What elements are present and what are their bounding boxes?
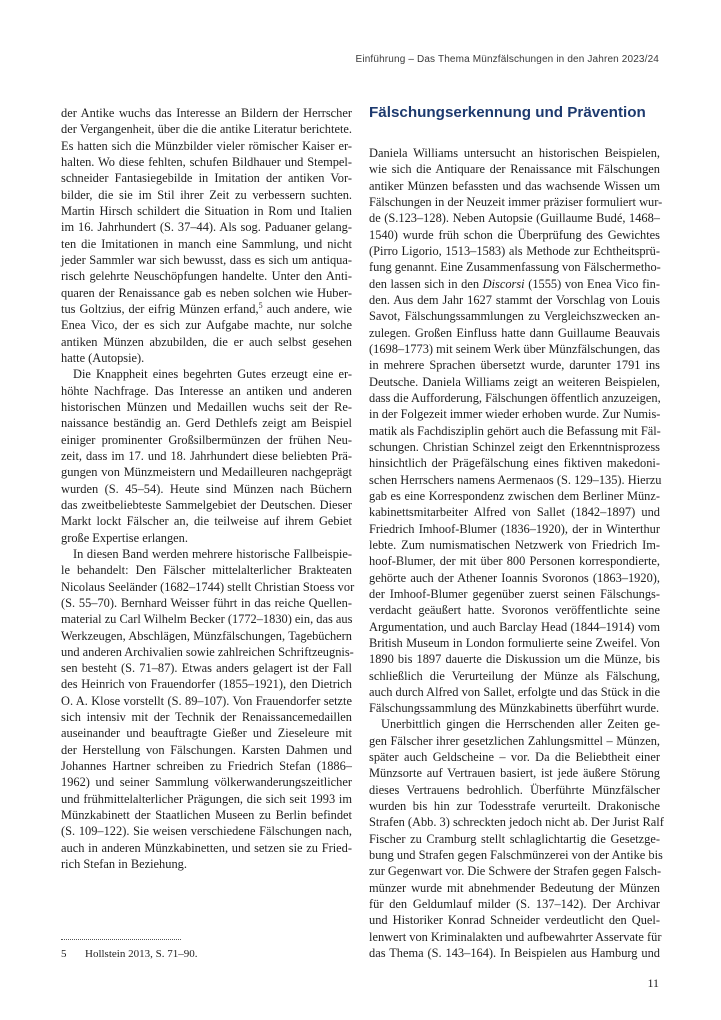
footnote-divider bbox=[61, 939, 181, 940]
text-line-content: zeit, dass im 17. und 18. Jahrhundert diese beliebten Prä- bbox=[61, 448, 352, 463]
text-line-content: den. Aus dem Jahr 1627 stammt der Vorschlag von Louis bbox=[369, 292, 660, 307]
text-line bbox=[369, 831, 660, 847]
text-line-content: sen besteht (S. 71–87). Etwas anders gelagert ist der Fall bbox=[61, 661, 352, 676]
text-line bbox=[61, 317, 352, 333]
text-line-content: schneider Fantasiegebilde in Imitation der antiken Vor- bbox=[61, 171, 352, 186]
text-line-content: bilder, die sie im Stil ihrer Zeit zu verbessern suchten. bbox=[61, 187, 352, 202]
text-line-content: der Antike wuchs das Interesse an Bildern der Herrscher bbox=[61, 106, 352, 120]
text-line bbox=[61, 579, 355, 595]
text-line bbox=[369, 668, 660, 684]
right-column-body bbox=[369, 145, 664, 961]
text-line bbox=[61, 562, 352, 578]
text-line-content: Deutsche. Daniela Williams zeigt an weiteren Beispielen, bbox=[369, 374, 660, 389]
text-line-content: münzer wurde mit abnehmender Bedeutung der Münzen bbox=[369, 880, 660, 895]
text-line bbox=[369, 504, 660, 520]
text-line-content: (1698–1773) mit seinem Werk über Münzfälschungen, das bbox=[369, 341, 660, 356]
text-line-content: auch durch Alfred von Sallet, erfolgte und das Stück in die bbox=[369, 684, 660, 699]
text-line-content: Die Knappheit eines begehrten Gutes erzeugt eine er- bbox=[73, 367, 352, 382]
text-line bbox=[61, 660, 352, 676]
text-line bbox=[369, 259, 660, 275]
text-line-content: das Thema (S. 143–164). In Beispielen aus Hamburg und bbox=[369, 946, 660, 961]
text-line bbox=[369, 325, 660, 341]
text-line bbox=[61, 546, 352, 562]
text-line-content: matik als Fachdisziplin gehört auch die Befassung mit Fäl- bbox=[369, 423, 661, 438]
text-line bbox=[369, 814, 664, 830]
text-line bbox=[61, 513, 352, 529]
text-line bbox=[61, 285, 352, 301]
text-line-content: auseinander und beauftragte Gießer und Zieseleure mit bbox=[61, 726, 352, 741]
text-line-content: und frühmittelalterlicher Prägungen, die sich seit 1993 im bbox=[61, 791, 352, 806]
text-line bbox=[369, 521, 660, 537]
text-line-content: antiken Münzen abzubilden, die er auch selbst gesehen bbox=[61, 334, 352, 349]
text-line-content: Fälschungssammlung des Münzkabinetts überführt wurde. bbox=[369, 701, 660, 716]
section-heading: Fälschungserkennung und Prävention bbox=[369, 104, 646, 121]
text-line-content: Savot, Fälschungssammlungen zu Vergleichszwecken an- bbox=[369, 309, 660, 324]
text-line bbox=[369, 455, 660, 471]
text-line bbox=[369, 765, 660, 781]
text-line bbox=[369, 929, 660, 945]
text-line bbox=[369, 406, 660, 422]
text-line-content: gab es eine Korrespondenz zwischen dem Berliner Münz- bbox=[369, 488, 660, 503]
text-line bbox=[369, 798, 660, 814]
text-line bbox=[61, 611, 352, 627]
text-line bbox=[61, 334, 352, 350]
text-line-content: große Expertise erlangen. bbox=[61, 530, 188, 545]
text-line-content: quaren der Renaissance gab es neben solchen wie Huber- bbox=[61, 285, 352, 300]
text-line-content: wurden (S. 45–54). Heute sind Münzen nach Büchern bbox=[61, 481, 352, 496]
text-line bbox=[61, 807, 352, 823]
text-line-content: Argumentation, und auch Barclay Head (1844–1914) vom bbox=[369, 619, 660, 634]
text-line-content: wie sich die Antiquare der Renaissance mit Fälschungen bbox=[369, 162, 660, 177]
text-line bbox=[369, 880, 660, 896]
text-line bbox=[369, 733, 660, 749]
text-line bbox=[61, 774, 352, 790]
text-line bbox=[369, 145, 660, 161]
text-line-content: hoof-Blumer, der mit über 800 Personen korrespondierte, bbox=[369, 554, 660, 569]
text-line-content: antiker Münzen befassten und das wachsende Wissen um bbox=[369, 178, 660, 193]
text-line-content: der Imhoof-Blumer gegenüber zuerst seinen Fälschungs- bbox=[369, 586, 660, 601]
text-line bbox=[369, 423, 660, 439]
text-line-content: das zweitbeliebteste Sammelgebiet der Deutschen. Dieser bbox=[61, 497, 352, 512]
text-line bbox=[61, 105, 352, 121]
text-line bbox=[61, 154, 352, 170]
text-line-content: im 16. Jahrhundert (S. 37–44). Als sog. Paduaner gelang- bbox=[61, 220, 352, 235]
italic-title: Discorsi bbox=[482, 276, 525, 291]
text-line-content: einiger prominenter Großsilbermünzen der frühen Neu- bbox=[61, 432, 352, 447]
text-line bbox=[61, 219, 352, 235]
text-line-content: lebte. Zum numismatischen Netzwerk von Friedrich Im- bbox=[369, 537, 660, 552]
text-line-content: schungen. Christian Schinzel zeigt den Erkenntnisprozess bbox=[369, 439, 660, 454]
text-line bbox=[61, 415, 352, 431]
text-line bbox=[369, 684, 660, 700]
text-line bbox=[61, 138, 352, 154]
text-line bbox=[369, 782, 660, 798]
text-line bbox=[369, 847, 663, 863]
text-line bbox=[61, 676, 352, 692]
text-line-content: tus Goltzius, der eifrig Münzen erfand, bbox=[61, 301, 259, 316]
footnote-ref: 5 bbox=[258, 300, 263, 310]
text-line-content: gehörte auch der Athener Ioannis Svoronos (1863–1920), bbox=[369, 570, 660, 585]
footnote-text: Hollstein 2013, S. 71–90. bbox=[85, 948, 198, 960]
text-line-content: verdacht geäußert hatte. Svoronos veröffentlichte seine bbox=[369, 603, 660, 618]
footnote bbox=[61, 948, 197, 960]
text-line-continuation: (1555) von Enea Vico fin- bbox=[524, 276, 660, 291]
right-column bbox=[369, 104, 664, 961]
text-line bbox=[61, 644, 352, 660]
text-line bbox=[61, 203, 352, 219]
text-line bbox=[61, 464, 352, 480]
text-line-content: kabinettsmitarbeiter Alfred von Sallet (1842–1897) und bbox=[369, 505, 660, 520]
text-line-content: hatte (Autopsie). bbox=[61, 350, 145, 365]
text-line bbox=[369, 308, 660, 324]
text-line-content: lenwert von Kriminalakten und aufbewahrter Asservate für bbox=[369, 929, 662, 944]
text-line bbox=[369, 472, 660, 488]
text-line bbox=[61, 725, 352, 741]
text-line-content: Werkzeugen, Abschlägen, Münzfälschungen, Tagebüchern bbox=[61, 628, 352, 643]
text-line bbox=[369, 227, 660, 243]
text-line bbox=[369, 161, 660, 177]
text-line-content: Martin Hirsch schildert die Situation in Rom und Italien bbox=[61, 203, 352, 218]
text-line-content: schen Herrschers namens Aermenaos (S. 129–135). Hierzu bbox=[369, 472, 662, 487]
text-line bbox=[61, 742, 352, 758]
text-line bbox=[61, 791, 352, 807]
text-line bbox=[369, 341, 660, 357]
text-line bbox=[369, 700, 660, 716]
text-line bbox=[61, 481, 352, 497]
text-line-content: bung und Strafen gegen Falschmünzerei von der Antike bis bbox=[369, 848, 663, 863]
text-line-content: auch in anderen Münzkabinetten, und setzen sie zu Fried- bbox=[61, 840, 352, 855]
text-line bbox=[61, 758, 352, 774]
text-line bbox=[61, 497, 352, 513]
text-line-content: material zu Carl Wilhelm Becker (1772–1830) ein, das aus bbox=[61, 612, 353, 627]
text-line bbox=[369, 292, 660, 308]
text-line bbox=[61, 399, 352, 415]
text-line-content: Fälschungen in der Neuzeit immer präziser formuliert wur- bbox=[369, 194, 663, 209]
text-line bbox=[61, 628, 352, 644]
text-line bbox=[61, 530, 352, 546]
left-column bbox=[61, 105, 355, 872]
text-line-content: gungen von Münzmeistern und Medailleuren nachgeprägt bbox=[61, 465, 352, 480]
text-line-content: Es hatten sich die Münzbilder vieler römischer Kaiser er- bbox=[61, 138, 352, 153]
text-line bbox=[61, 595, 352, 611]
text-line bbox=[369, 651, 660, 667]
text-line bbox=[369, 553, 660, 569]
text-line bbox=[61, 432, 352, 448]
text-line-content: (S. 55–70). Bernhard Weisser führt in das reiche Quellen- bbox=[61, 595, 352, 610]
text-line-content: historischen Münzen und Medaillen wuchs seit der Re- bbox=[61, 399, 352, 414]
text-line-content: British Museum in London formulierte seine Zweifel. Von bbox=[369, 635, 660, 650]
text-line-content: 1962) und seiner Sammlung völkerwanderungszeitlicher bbox=[61, 775, 352, 790]
text-line-content: Strafen (Abb. 3) schreckten jedoch nicht ab. Der Jurist Ralf bbox=[369, 815, 664, 830]
text-line bbox=[369, 570, 660, 586]
text-line bbox=[369, 586, 660, 602]
text-line-content: der Vergangenheit, über die die antike Literatur berichtete. bbox=[61, 122, 352, 137]
text-line bbox=[61, 448, 352, 464]
text-line bbox=[61, 693, 352, 709]
text-line-content: dieses Vertrauens bedrohlich. Überführte Münzfälscher bbox=[369, 782, 660, 797]
text-line bbox=[369, 488, 660, 504]
text-line bbox=[61, 268, 352, 284]
text-line bbox=[369, 243, 660, 259]
text-line-content: Münzkabinett der Staatlichen Museen zu Berlin befindet bbox=[61, 808, 352, 823]
text-line-content: höhte Nachfrage. Das Interesse an antiken und anderen bbox=[61, 383, 352, 398]
text-line bbox=[61, 856, 352, 872]
text-line-content: 1540) wurde früh schon die Überprüfung des Gewichtes bbox=[369, 227, 660, 242]
text-line-content: später auch Geldscheine – vor. Da die Beliebtheit einer bbox=[369, 750, 660, 765]
text-line bbox=[369, 602, 660, 618]
text-line-continuation: auch andere, wie bbox=[262, 301, 353, 316]
text-line bbox=[369, 276, 660, 292]
running-head: Einführung – Das Thema Münzfälschungen in den Jahren 2023/24 bbox=[355, 54, 659, 65]
text-line-content: und Historiker Konrad Schneider verdeutlicht den Quel- bbox=[369, 913, 660, 928]
text-line bbox=[61, 383, 352, 399]
text-line-content: dass die Aufforderung, Fälschungen öffentlich anzuzeigen, bbox=[369, 390, 661, 405]
text-line-content: (Pirro Ligorio, 1513–1583) als Methode zur Echtheitsprü- bbox=[369, 243, 660, 258]
text-line bbox=[369, 439, 660, 455]
text-line-content: Unerbittlich gingen die Herrschenden aller Zeiten ge- bbox=[381, 717, 660, 732]
text-line bbox=[369, 749, 660, 765]
text-line bbox=[369, 945, 660, 961]
footnote-number: 5 bbox=[61, 948, 67, 960]
text-line bbox=[369, 210, 660, 226]
text-line-content: Markt lockt Fälscher an, die teilweise auf ihrem Gebiet bbox=[61, 514, 352, 529]
text-line bbox=[369, 194, 663, 210]
text-line-content: in mehrere Sprachen übersetzt wurde, darunter 1791 ins bbox=[369, 358, 660, 373]
text-line bbox=[61, 840, 352, 856]
text-line bbox=[369, 178, 660, 194]
text-line bbox=[369, 896, 660, 912]
text-line-content: fung genannt. Eine Zusammenfassung von Fälschermetho- bbox=[369, 260, 661, 275]
text-line-content: und anderen Archivalien sowie zahlreichen Schriftzeugnis- bbox=[61, 644, 354, 659]
text-line bbox=[61, 121, 352, 137]
text-line bbox=[369, 357, 660, 373]
text-line-content: hinsichtlich der Prägefälschung eines fiktiven makedoni- bbox=[369, 456, 660, 471]
text-line bbox=[61, 236, 352, 252]
text-line-content: wurden bis hin zur Todesstrafe verurteilt. Drakonische bbox=[369, 799, 660, 814]
text-line bbox=[61, 350, 352, 366]
text-line-content: naissance beständig an. Gerd Dethlefs zeigt am Beispiel bbox=[61, 416, 352, 431]
text-line-content: sich intensiv mit der Technik der Renaissancemedaillen bbox=[61, 710, 352, 725]
text-line-content: jeder Sammler war sich bewusst, dass es sich um antiqua- bbox=[61, 252, 352, 267]
text-line-content: den lassen sich in den bbox=[369, 276, 483, 291]
text-line-content: in der Folgezeit immer wieder erhoben wurde. Zur Numis- bbox=[369, 407, 661, 422]
text-line bbox=[369, 537, 660, 553]
text-line bbox=[61, 709, 352, 725]
text-line-content: Münzsorte auf Vertrauen basiert, ist jede äußere Störung bbox=[369, 766, 660, 781]
text-line-content: Friedrich Imhoof-Blumer (1836–1920), der in Winterthur bbox=[369, 521, 660, 536]
text-line-content: der Herstellung von Fälschungen. Karsten Dahmen und bbox=[61, 742, 352, 757]
text-line bbox=[61, 170, 352, 186]
text-line-content: gen Fälscher ihrer gesetzlichen Zahlungsmittel – Münzen, bbox=[369, 733, 660, 748]
text-line-content: halten. Wo diese fehlten, schufen Bildhauer und Stempel- bbox=[61, 154, 352, 169]
text-line-content: ten die Imitationen in manch eine Sammlung, und nicht bbox=[61, 236, 352, 251]
text-line bbox=[369, 716, 660, 732]
text-line-content: Enea Vico, der es sich zur Aufgabe machte, nur solche bbox=[61, 318, 352, 333]
text-line bbox=[369, 635, 660, 651]
text-line-content: (S. 109–122). Sie weisen verschiedene Fälschungen nach, bbox=[61, 824, 352, 839]
text-line-content: In diesen Band werden mehrere historische Fallbeispie- bbox=[73, 546, 352, 561]
text-line bbox=[369, 619, 660, 635]
text-line-content: Johannes Hartner schreiben zu Friedrich Stefan (1886– bbox=[61, 759, 352, 774]
text-line-content: Nicolaus Seeländer (1682–1744) stellt Christian Stoess vor bbox=[61, 579, 355, 594]
text-line-content: Fischer zu Cramburg stellt schlaglichtartig die Gesetzge- bbox=[369, 831, 660, 846]
text-line-content: de (S.123–128). Neben Autopsie (Guillaume Budé, 1468– bbox=[369, 211, 660, 226]
text-line-content: 1890 bis 1897 dauerte die Diskussion um die Münze, bis bbox=[369, 652, 660, 667]
text-line bbox=[61, 187, 352, 203]
page-number: 11 bbox=[647, 976, 659, 990]
text-line bbox=[369, 863, 660, 879]
text-line-content: zur Gegenwart vor. Die Schwere der Strafen gegen Falsch- bbox=[369, 864, 662, 879]
text-line-content: schließlich die Verurteilung der Münze als Fälschung, bbox=[369, 668, 660, 683]
text-line-content: zulegen. Großen Einfluss hatte dann Guillaume Beauvais bbox=[369, 325, 660, 340]
text-line-content: risch gelehrte Neuschöpfungen handelte. Unter den Anti- bbox=[61, 269, 352, 284]
text-line bbox=[61, 252, 352, 268]
text-line-content: Daniela Williams untersucht an historischen Beispielen, bbox=[369, 146, 660, 160]
text-line-content: O. A. Klose vorstellt (S. 89–107). Von Frauendorfer setzte bbox=[61, 693, 352, 708]
text-line-content: le behandelt: Den Fälscher mittelalterlicher Brakteaten bbox=[61, 563, 352, 578]
text-line bbox=[61, 823, 352, 839]
text-line bbox=[61, 301, 352, 317]
text-line-content: des Heinrich von Frauendorfer (1855–1921), den Dietrich bbox=[61, 677, 352, 692]
text-line bbox=[369, 374, 660, 390]
text-line-content: rich Stefan in Beziehung. bbox=[61, 857, 187, 872]
text-line bbox=[369, 912, 660, 928]
text-line-content: für den Geldumlauf milder (S. 137–142). Der Archivar bbox=[369, 897, 660, 912]
text-line bbox=[369, 390, 660, 406]
text-line bbox=[61, 366, 352, 382]
